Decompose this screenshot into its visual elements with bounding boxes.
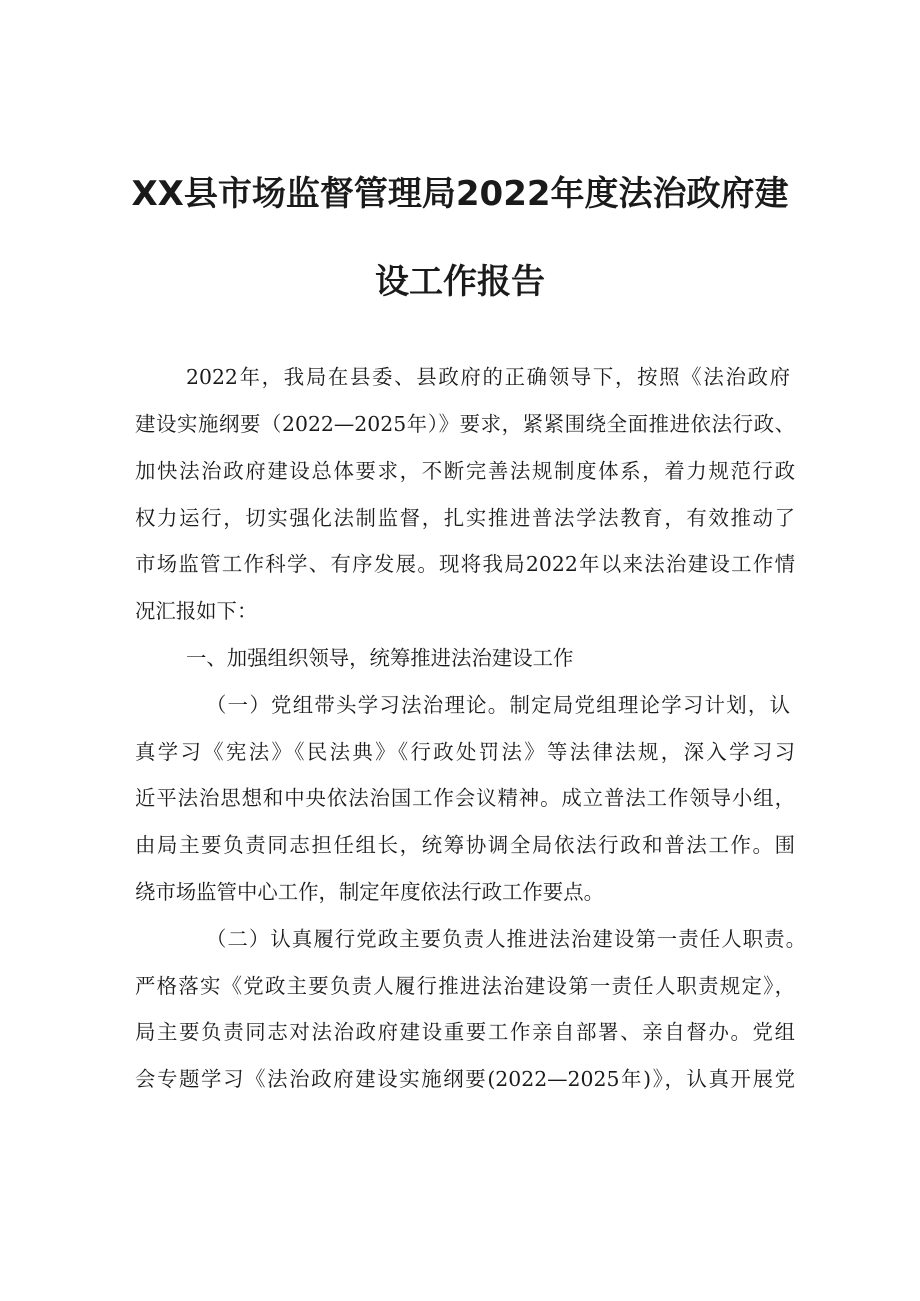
body-line: 权力运行，切实强化法制监督，扎实推进普法学法教育，有效推动了 xyxy=(135,506,795,530)
section-heading: 一、加强组织领导，统筹推进法治建设工作 xyxy=(186,646,574,670)
body-line: 严格落实《党政主要负责人履行推进法治建设第一责任人职责规定》， xyxy=(135,974,795,998)
body-line: 绕市场监管中心工作，制定年度依法行政工作要点。 xyxy=(135,880,604,904)
body-line: 况汇报如下： xyxy=(135,599,258,623)
document-title-line-2: 设工作报告 xyxy=(375,262,545,302)
body-line: 局主要负责同志对法治政府建设重要工作亲自部署、亲自督办。党组 xyxy=(135,1020,795,1044)
body-line: 近平法治思想和中央依法治国工作会议精神。成立普法工作领导小组， xyxy=(135,786,795,810)
body-line: 建设实施纲要（2022—2025年）》要求，紧紧围绕全面推进依法行政、 xyxy=(135,412,795,436)
body-line: 由局主要负责同志担任组长，统筹协调全局依法行政和普法工作。围 xyxy=(135,833,795,857)
body-line: （二）认真履行党政主要负责人推进法治建设第一责任人职责。 xyxy=(206,927,806,951)
body-line: 真学习《宪法》《民法典》《行政处罚法》等法律法规，深入学习习 xyxy=(135,740,795,764)
body-line: 市场监管工作科学、有序发展。现将我局2022年以来法治建设工作情 xyxy=(135,552,795,576)
body-line: 会专题学习《法治政府建设实施纲要(2022—2025年)》，认真开展党 xyxy=(135,1067,795,1091)
document-title-line-1: XX县市场监督管理局2022年度法治政府建 xyxy=(131,174,789,214)
body-line: （一）党组带头学习法治理论。制定局党组理论学习计划，认 xyxy=(206,693,790,717)
body-line: 2022年，我局在县委、县政府的正确领导下，按照《法治政府 xyxy=(186,365,790,389)
body-line: 加快法治政府建设总体要求，不断完善法规制度体系，着力规范行政 xyxy=(135,459,795,483)
